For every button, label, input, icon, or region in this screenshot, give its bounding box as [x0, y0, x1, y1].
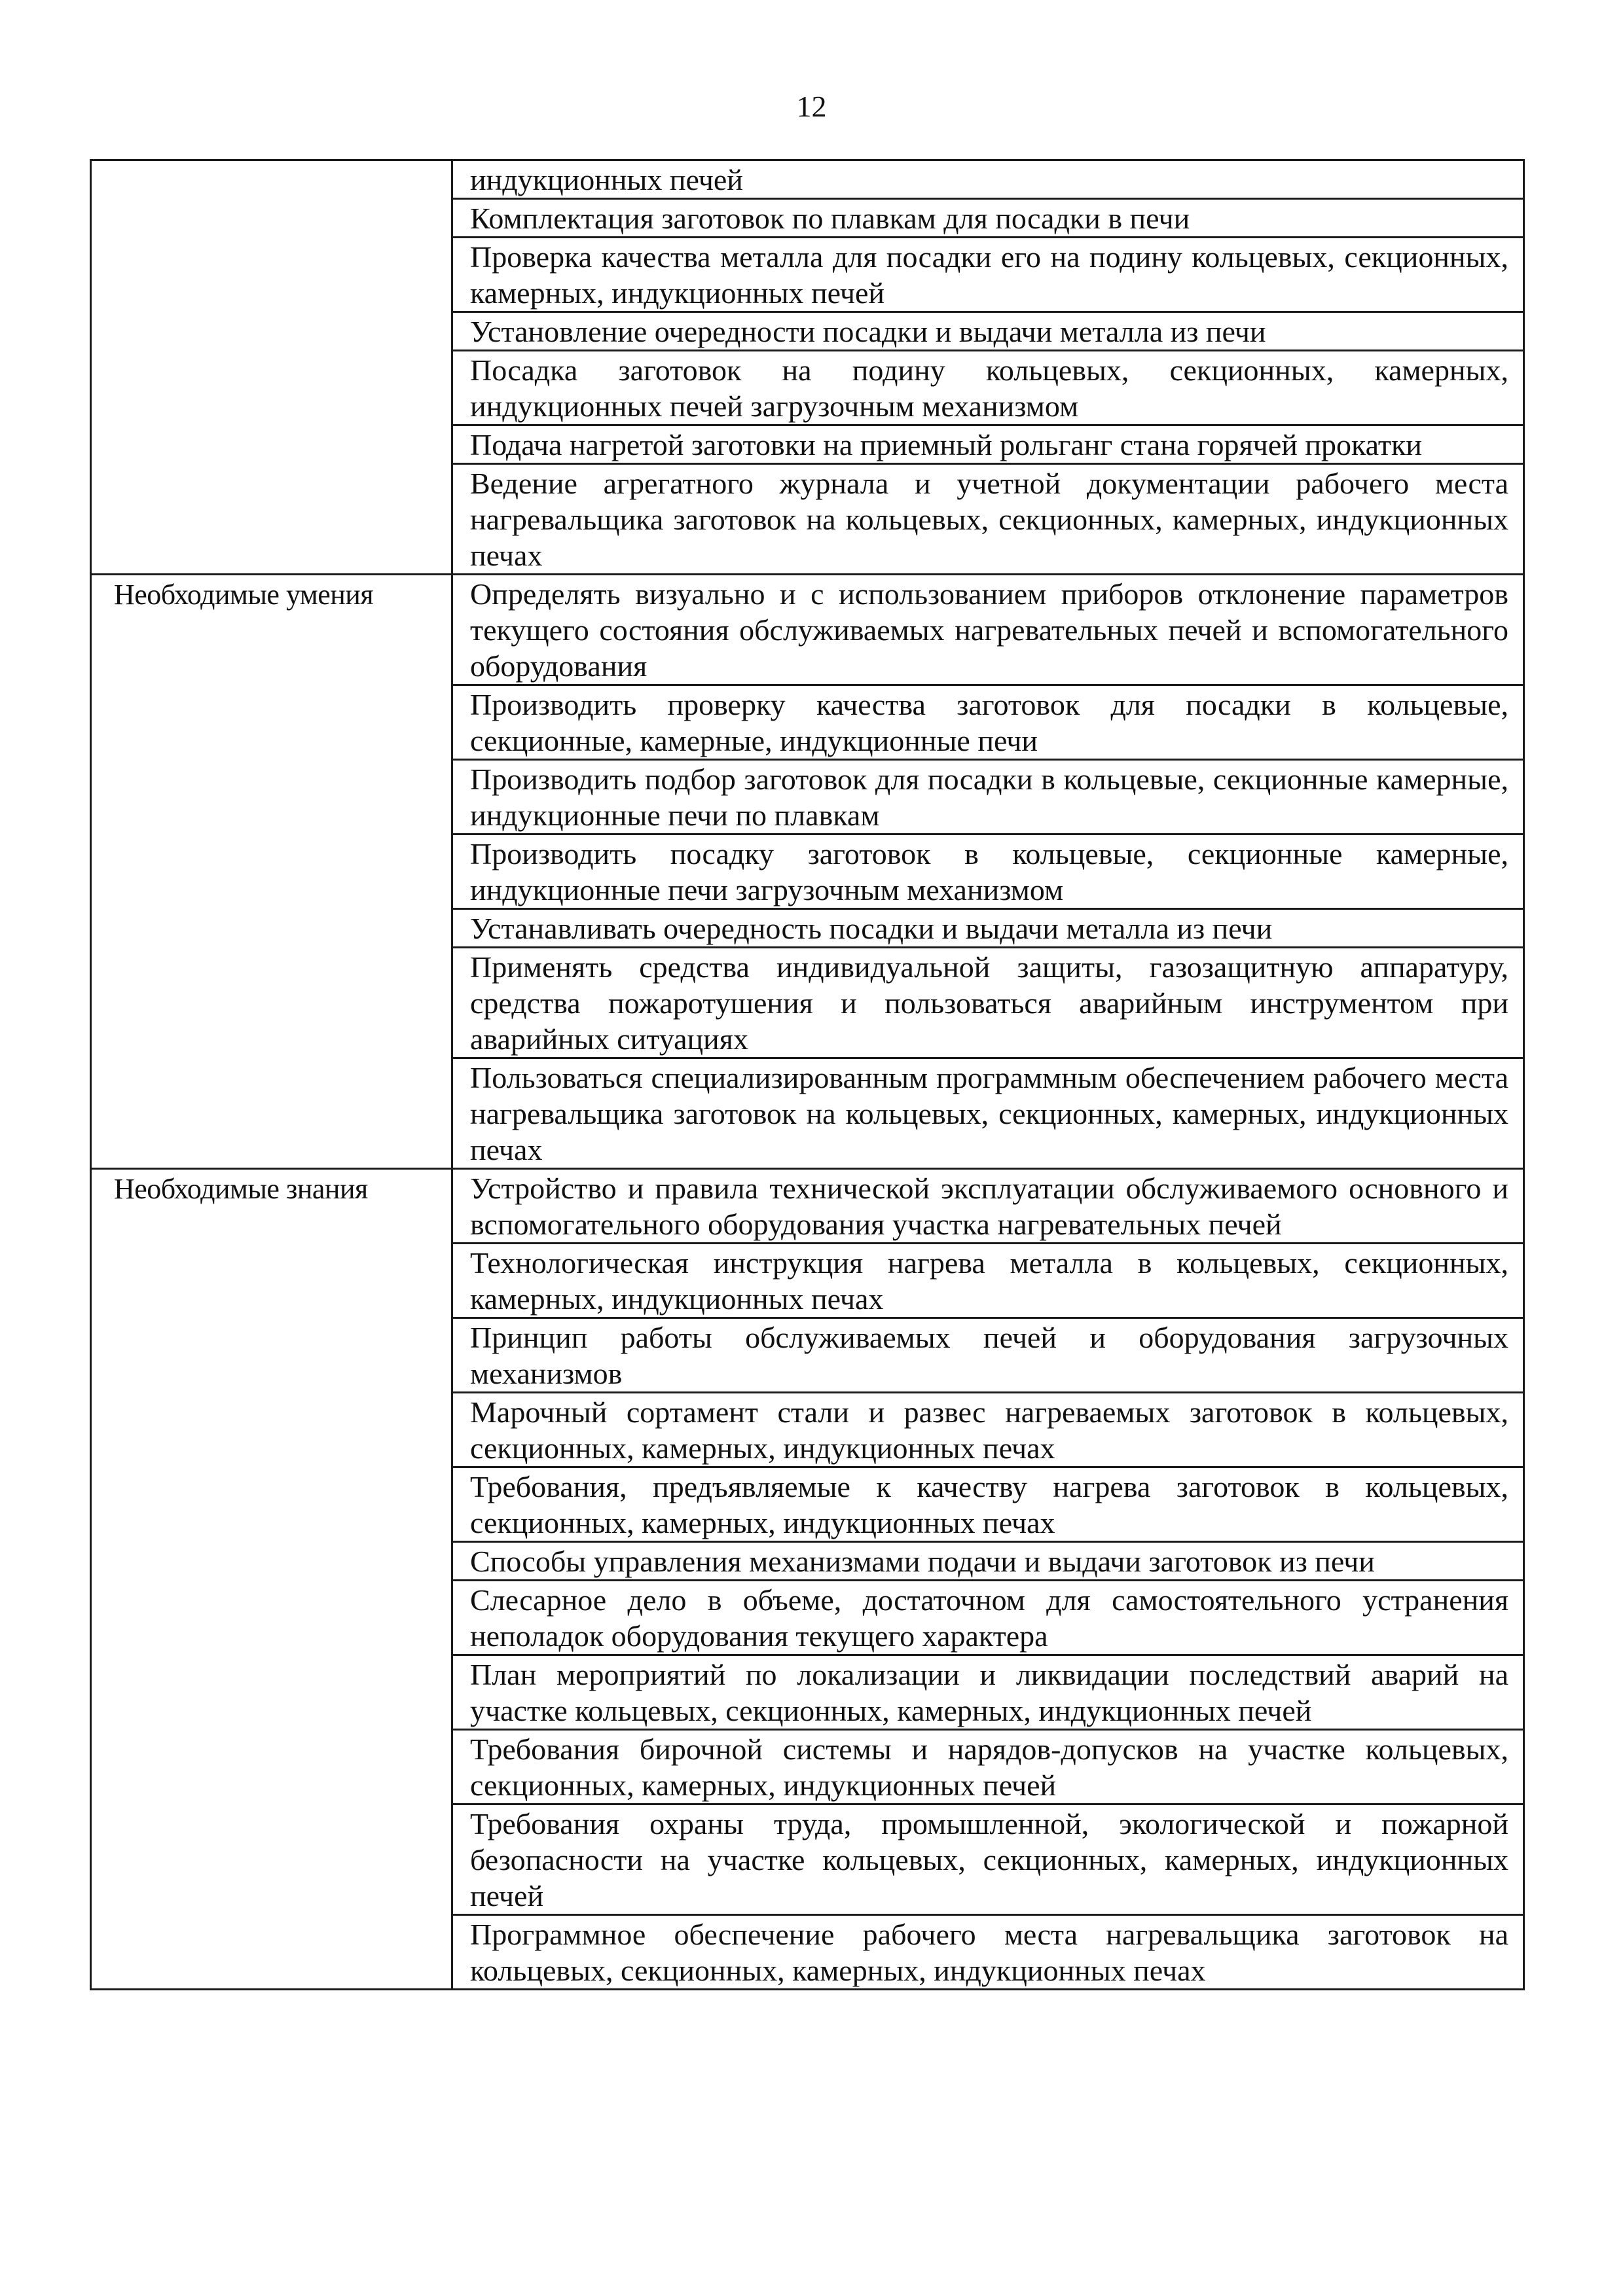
required-knowledge-item: Требования, предъявляемые к качеству нагрева заготовок в кольцевых, секционных, камерных, индукционных печах — [452, 1467, 1524, 1542]
required-skills-item: Применять средства индивидуальной защиты, газозащитную аппаратуру, средства пожаротушения и пользоваться аварийным инструментом при аварийных ситуациях — [452, 948, 1524, 1058]
required-knowledge-item: Требования бирочной системы и нарядов-допусков на участке кольцевых, секционных, камерных, индукционных печей — [452, 1730, 1524, 1804]
table-row — [91, 1169, 1524, 1244]
section-label-required-knowledge — [91, 1169, 452, 1990]
required-knowledge-item: Устройство и правила технической эксплуатации обслуживаемого основного и вспомогательного оборудования участка нагревательных печей — [452, 1169, 1524, 1244]
required-skills-item: Пользоваться специализированным программным обеспечением рабочего места нагревальщика заготовок на кольцевых, секционных, камерных, индукционных печах — [452, 1058, 1524, 1169]
work-actions-item: Установление очередности посадки и выдачи металла из печи — [452, 312, 1524, 351]
required-skills-item: Определять визуально и с использованием приборов отклонение параметров текущего состояния обслуживаемых нагревательных печей и вспомогательного оборудования — [452, 575, 1524, 685]
required-knowledge-item: Технологическая инструкция нагрева металла в кольцевых, секционных, камерных, индукционных печах — [452, 1244, 1524, 1318]
work-actions-item: индукционных печей — [452, 160, 1524, 199]
required-knowledge-item: Требования охраны труда, промышленной, экологической и пожарной безопасности на участке кольцевых, секционных, камерных, индукционных печей — [452, 1804, 1524, 1915]
required-skills-item: Устанавливать очередность посадки и выдачи металла из печи — [452, 909, 1524, 948]
required-skills-item: Производить посадку заготовок в кольцевые, секционные камерные, индукционные печи загрузочным механизмом — [452, 834, 1524, 909]
required-knowledge-item: Программное обеспечение рабочего места нагревальщика заготовок на кольцевых, секционных, камерных, индукционных печах — [452, 1915, 1524, 1990]
section-label-text: Необходимые умения — [114, 579, 374, 611]
work-actions-item: Посадка заготовок на подину кольцевых, секционных, камерных, индукционных печей загрузочным механизмом — [452, 351, 1524, 425]
section-label-text: Необходимые знания — [114, 1173, 368, 1205]
work-actions-item: Проверка качества металла для посадки его на подину кольцевых, секционных, камерных, индукционных печей — [452, 238, 1524, 312]
table-row — [91, 160, 1524, 199]
required-knowledge-item: Слесарное дело в объеме, достаточном для самостоятельного устранения неполадок оборудования текущего характера — [452, 1581, 1524, 1655]
required-knowledge-item: Принцип работы обслуживаемых печей и оборудования загрузочных механизмов — [452, 1318, 1524, 1393]
work-actions-item: Подача нагретой заготовки на приемный рольганг стана горячей прокатки — [452, 425, 1524, 464]
work-actions-item: Комплектация заготовок по плавкам для посадки в печи — [452, 199, 1524, 238]
required-skills-item: Производить подбор заготовок для посадки в кольцевые, секционные камерные, индукционные печи по плавкам — [452, 760, 1524, 834]
table-body — [91, 160, 1524, 1990]
requirements-table — [90, 159, 1525, 1990]
work-actions-item: Ведение агрегатного журнала и учетной документации рабочего места нагревальщика заготовок на кольцевых, секционных, камерных, индукционных печах — [452, 464, 1524, 575]
section-label-required-skills — [91, 575, 452, 1169]
required-knowledge-item: Способы управления механизмами подачи и выдачи заготовок из печи — [452, 1542, 1524, 1581]
required-skills-item: Производить проверку качества заготовок для посадки в кольцевые, секционные, камерные, индукционные печи — [452, 685, 1524, 760]
required-knowledge-item: План мероприятий по локализации и ликвидации последствий аварий на участке кольцевых, секционных, камерных, индукционных печей — [452, 1655, 1524, 1730]
required-knowledge-item: Марочный сортамент стали и развес нагреваемых заготовок в кольцевых, секционных, камерных, индукционных печах — [452, 1393, 1524, 1467]
section-label-work-actions — [91, 160, 452, 575]
page-number: 12 — [796, 90, 827, 123]
table-row — [91, 575, 1524, 685]
